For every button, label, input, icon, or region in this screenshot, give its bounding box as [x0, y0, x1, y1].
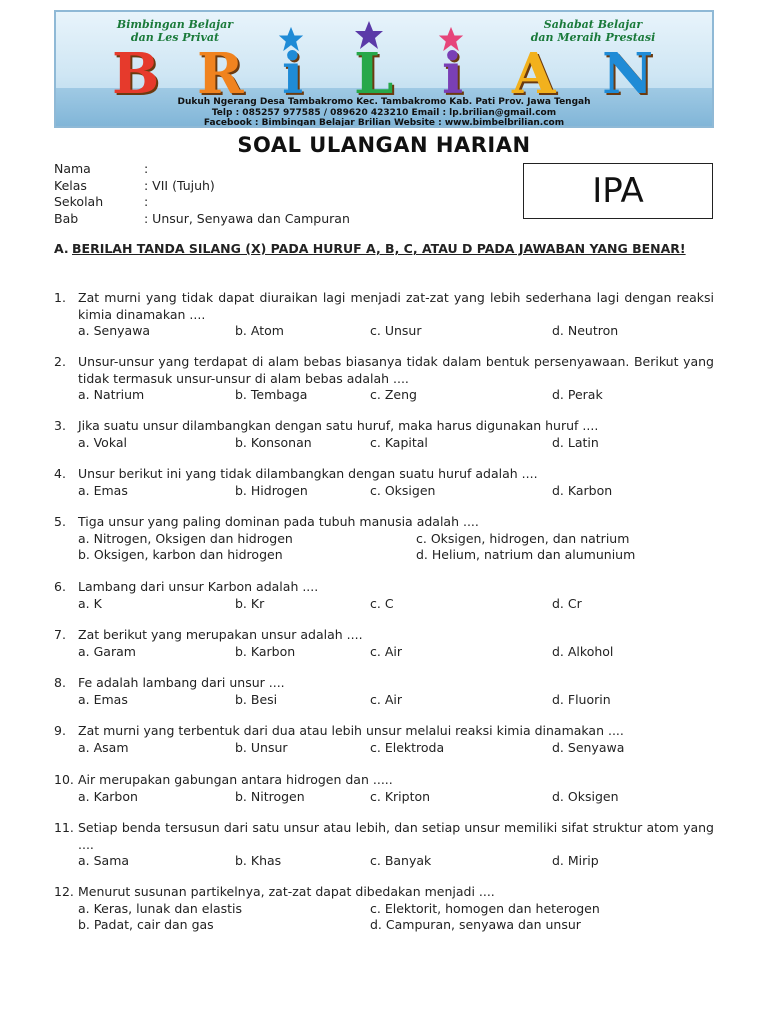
header-banner: [54, 10, 714, 128]
answer-options: [78, 644, 714, 661]
question-number: 8.: [54, 675, 66, 690]
answer-options: [78, 740, 714, 757]
identity-row: [54, 194, 350, 211]
answer-option[interactable]: a. Emas: [78, 691, 128, 707]
answer-option[interactable]: c. Elektorit, homogen dan heterogen: [370, 900, 600, 916]
answer-options: [78, 692, 714, 709]
identity-value: :: [144, 161, 149, 176]
answer-options: [78, 901, 714, 918]
brand-letter: i: [282, 41, 304, 107]
brand-letter: R: [197, 41, 244, 107]
question-number: 1.: [54, 290, 66, 305]
question-text: Fe adalah lambang dari unsur ....: [78, 675, 285, 690]
answer-option[interactable]: b. Khas: [235, 853, 282, 868]
question-number: 11.: [54, 820, 74, 835]
question-number: 5.: [54, 514, 66, 529]
answer-option[interactable]: b. Nitrogen: [235, 788, 305, 804]
answer-option[interactable]: c. Oksigen, hidrogen, dan natrium: [416, 530, 630, 546]
answer-option[interactable]: d. Oksigen: [552, 788, 619, 804]
student-identity: [54, 161, 350, 227]
question: [54, 579, 714, 612]
answer-option[interactable]: b. Atom: [235, 323, 284, 338]
answer-option[interactable]: c. Zeng: [370, 387, 417, 402]
answer-option[interactable]: a. Senyawa: [78, 323, 151, 338]
question-text: Air merupakan gabungan antara hidrogen dan .....: [78, 772, 393, 787]
identity-row: [54, 161, 350, 178]
question-text: Zat murni yang tidak dapat diuraikan lagi menjadi zat-zat yang lebih sederhana lagi dengan reaksi kimia dinamakan ....: [78, 290, 714, 322]
question-text: Zat murni yang terbentuk dari dua atau lebih unsur melalui reaksi kimia dinamakan ....: [78, 723, 624, 738]
answer-option[interactable]: d. Latin: [552, 434, 599, 450]
answer-option[interactable]: d. Senyawa: [552, 739, 625, 755]
answer-option[interactable]: b. Karbon: [235, 643, 296, 659]
question-number: 3.: [54, 418, 66, 433]
answer-options: [78, 435, 714, 452]
answer-options: [78, 531, 714, 548]
question: [54, 290, 714, 340]
question-number: 2.: [54, 354, 66, 369]
answer-option[interactable]: b. Kr: [235, 595, 265, 611]
question-text: Lambang dari unsur Karbon adalah ....: [78, 579, 319, 594]
identity-label: Sekolah: [54, 194, 104, 209]
question: [54, 820, 714, 870]
answer-options: [78, 789, 714, 806]
question: [54, 466, 714, 499]
identity-row: [54, 211, 350, 228]
question-text: Unsur-unsur yang terdapat di alam bebas biasanya tidak dalam bentuk persenyawaan. Berikut yang tidak termasuk unsur-unsur di alam bebas adalah ....: [78, 354, 714, 386]
page-title: SOAL ULANGAN HARIAN: [237, 133, 531, 157]
question: [54, 675, 714, 708]
answer-option[interactable]: b. Hidrogen: [235, 482, 308, 498]
answer-option[interactable]: d. Perak: [552, 387, 603, 402]
answer-option[interactable]: a. Garam: [78, 643, 136, 659]
answer-option[interactable]: d. Cr: [552, 595, 582, 611]
question-text: Zat berikut yang merupakan unsur adalah ....: [78, 627, 363, 642]
identity-value: : VII (Tujuh): [144, 177, 215, 193]
answer-option[interactable]: a. Natrium: [78, 387, 145, 402]
banner-contact-info: [56, 97, 712, 128]
answer-option[interactable]: b. Padat, cair dan gas: [78, 917, 214, 932]
answer-option[interactable]: c. Air: [370, 643, 402, 659]
answer-option[interactable]: c. Kripton: [370, 788, 431, 804]
answer-option[interactable]: c. Unsur: [370, 323, 422, 338]
answer-option[interactable]: a. Asam: [78, 739, 129, 755]
banner-address: Dukuh Ngerang Desa Tambakromo Kec. Tambakromo Kab. Pati Prov. Jawa Tengah: [177, 97, 591, 107]
answer-option[interactable]: d. Mirip: [552, 853, 599, 868]
question: [54, 884, 714, 934]
answer-option[interactable]: d. Fluorin: [552, 691, 611, 707]
answer-options: [78, 483, 714, 500]
instruction-label: A.: [54, 241, 69, 256]
instruction-text: BERILAH TANDA SILANG (X) PADA HURUF A, B, C, ATAU D PADA JAWABAN YANG BENAR!: [72, 241, 686, 256]
answer-option[interactable]: d. Alkohol: [552, 643, 614, 659]
answer-option[interactable]: b. Oksigen, karbon dan hidrogen: [78, 547, 283, 562]
question: [54, 772, 714, 805]
banner-social: Facebook : Bimbingan Belajar Brilian Website : www.bimbelbrilian.com: [203, 118, 565, 128]
answer-option[interactable]: a. Karbon: [78, 788, 138, 804]
answer-options: [78, 853, 714, 870]
answer-option[interactable]: a. Emas: [78, 482, 128, 498]
answer-options: [78, 547, 714, 564]
answer-option[interactable]: c. Banyak: [370, 853, 432, 868]
subject-box: IPA: [523, 163, 713, 219]
answer-option[interactable]: c. Kapital: [370, 434, 428, 450]
answer-option[interactable]: a. Nitrogen, Oksigen dan hidrogen: [78, 530, 293, 546]
question-number: 4.: [54, 466, 66, 481]
instruction: [54, 240, 714, 257]
answer-option[interactable]: a. Vokal: [78, 434, 127, 450]
brand-logo: [92, 34, 682, 107]
question: [54, 418, 714, 451]
identity-label: Kelas: [54, 177, 87, 193]
answer-option[interactable]: d. Campuran, senyawa dan unsur: [370, 917, 581, 932]
question-number: 6.: [54, 579, 66, 594]
banner-tagline-right: Sahabat Belajar dan Meraih Prestasi: [530, 18, 656, 44]
answer-option[interactable]: a. Sama: [78, 853, 130, 868]
answer-option[interactable]: a. Keras, lunak dan elastis: [78, 900, 243, 916]
banner-tagline-left: Bimbingan Belajar dan Les Privat: [116, 18, 234, 44]
brand-letter: B: [112, 41, 160, 107]
identity-label: Nama: [54, 161, 91, 176]
brand-letter: i: [442, 41, 464, 107]
question: [54, 354, 714, 404]
question-text: Menurut susunan partikelnya, zat-zat dapat dibedakan menjadi ....: [78, 884, 495, 899]
answer-option[interactable]: c. C: [370, 595, 394, 611]
identity-label: Bab: [54, 210, 79, 226]
identity-value: : Unsur, Senyawa dan Campuran: [144, 210, 350, 226]
question-number: 12.: [54, 884, 74, 899]
answer-option[interactable]: a. K: [78, 595, 102, 611]
answer-option[interactable]: c. Oksigen: [370, 482, 436, 498]
answer-option[interactable]: c. Elektroda: [370, 739, 445, 755]
question-text: Unsur berikut ini yang tidak dilambangkan dengan suatu huruf adalah ....: [78, 466, 538, 481]
question-number: 7.: [54, 627, 66, 642]
answer-option[interactable]: d. Helium, natrium dan alumunium: [416, 547, 636, 562]
answer-options: [78, 323, 714, 340]
answer-option[interactable]: d. Karbon: [552, 482, 613, 498]
identity-row: [54, 178, 350, 195]
brand-letter: N: [602, 41, 654, 107]
identity-value: :: [144, 194, 149, 209]
answer-option[interactable]: d. Neutron: [552, 323, 619, 338]
answer-option[interactable]: b. Konsonan: [235, 434, 312, 450]
question-number: 9.: [54, 723, 66, 738]
banner-phone-email: Telp : 085257 977585 / 089620 423210 Email : lp.brilian@gmail.com: [211, 107, 557, 118]
answer-option[interactable]: b. Tembaga: [235, 387, 308, 402]
question-text: Jika suatu unsur dilambangkan dengan satu huruf, maka harus digunakan huruf ....: [78, 418, 599, 433]
answer-option[interactable]: b. Unsur: [235, 739, 288, 755]
brand-letter: A: [512, 41, 556, 107]
answer-option[interactable]: c. Air: [370, 691, 402, 707]
brand-letter: L: [354, 41, 394, 107]
answer-option[interactable]: b. Besi: [235, 691, 278, 707]
answer-options: [78, 596, 714, 613]
answer-options: [78, 387, 714, 404]
question-text: Tiga unsur yang paling dominan pada tubuh manusia adalah ....: [78, 514, 479, 529]
question: [54, 627, 714, 660]
question: [54, 514, 714, 564]
question-number: 10.: [54, 772, 74, 787]
question-text: Setiap benda tersusun dari satu unsur atau lebih, dan setiap unsur memiliki sifat struktur atom yang ....: [78, 820, 714, 852]
answer-options: [78, 917, 714, 934]
question: [54, 723, 714, 756]
